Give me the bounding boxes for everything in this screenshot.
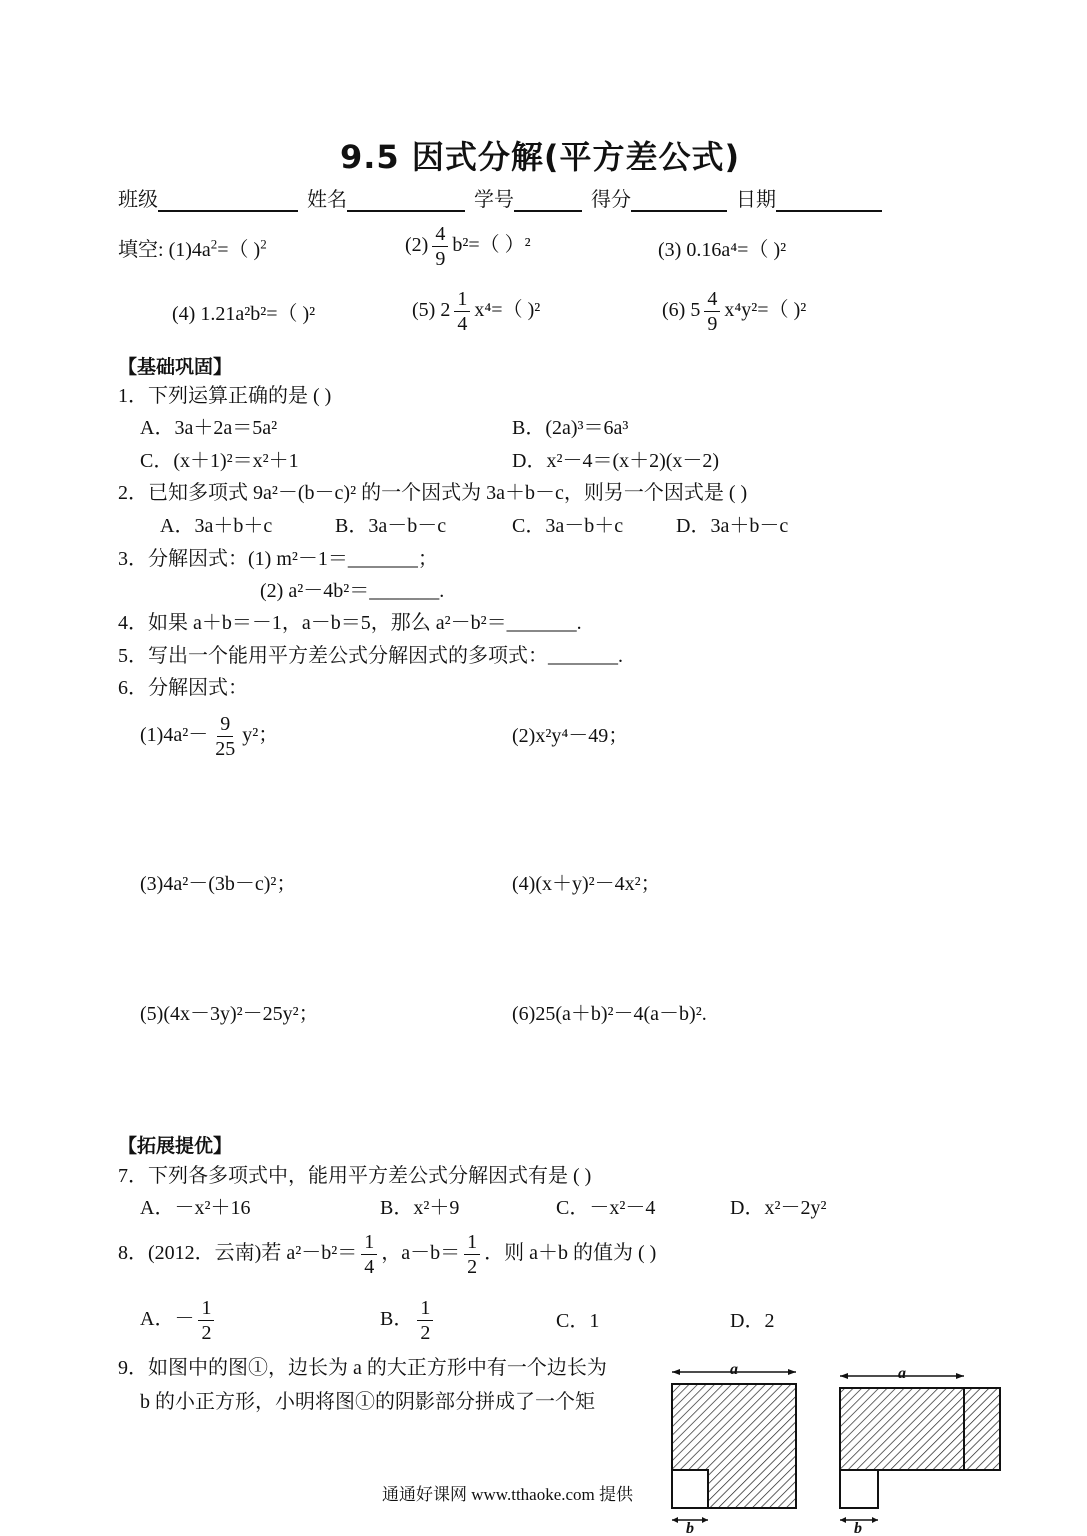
problem-1: 1．下列运算正确的是 ( )	[118, 385, 332, 407]
page-title: 9.5 因式分解(平方差公式)	[340, 138, 741, 176]
p6-item-6: (6)25(a＋b)²－4(a－b)².	[512, 1003, 707, 1025]
label-b: b	[854, 1520, 862, 1536]
id-label: 学号	[474, 189, 514, 211]
date-label: 日期	[736, 189, 776, 211]
problem-5: 5．写出一个能用平方差公式分解因式的多项式：_______.	[118, 645, 623, 667]
problem-3-line-2: (2) a²－4b²＝_______.	[260, 580, 445, 602]
fill-q3: (3) 0.16a⁴=（ )²	[658, 239, 787, 261]
p7-option-c: C．－x²－4	[556, 1197, 656, 1219]
section-basic: 【基础巩固】	[118, 356, 233, 378]
figure-2	[828, 1362, 1004, 1536]
fill-q4: (4) 1.21a²b²=（ )²	[172, 303, 316, 325]
name-label: 姓名	[307, 189, 347, 211]
p2-option-d: D．3a＋b－c	[676, 515, 789, 537]
class-label: 班级	[118, 189, 158, 211]
problem-3-line-1: 3．分解因式：(1) m²－1＝_______；	[118, 548, 438, 570]
problem-4: 4．如果 a＋b＝－1，a－b＝5，那么 a²－b²＝_______.	[118, 612, 582, 634]
rearranged-rectangle	[840, 1388, 1000, 1470]
p6-item-2: (2)x²y⁴－49；	[512, 725, 629, 747]
p1-option-d: D．x²－4＝(x＋2)(x－2)	[512, 450, 720, 472]
problem-2: 2．已知多项式 9a²－(b－c)² 的一个因式为 3a＋b－c，则另一个因式是 ( )	[118, 482, 748, 504]
name-field[interactable]	[347, 190, 465, 212]
problem-6: 6．分解因式：	[118, 677, 248, 699]
class-field[interactable]	[158, 190, 298, 212]
fill-q5: (5) 2 $\frac{1}{4}$ x⁴=（ )²	[412, 288, 541, 335]
problem-7: 7．下列各多项式中，能用平方差公式分解因式有是 ( )	[118, 1165, 592, 1187]
small-square	[840, 1470, 878, 1508]
p7-option-b: B．x²＋9	[380, 1197, 460, 1219]
label-a: a	[898, 1365, 906, 1382]
fill-row-1	[118, 238, 267, 262]
header-fields	[118, 188, 886, 212]
p8-option-b: B． $\frac{1}{2}$	[380, 1296, 437, 1345]
problem-9-line-1: 9．如图中的图①，边长为 a 的大正方形中有一个边长为	[118, 1357, 607, 1379]
p8-option-a: A．－ $\frac{1}{2}$	[140, 1296, 218, 1345]
problem-9-line-2: b 的小正方形，小明将图①的阴影部分拼成了一个矩	[140, 1391, 595, 1413]
label-a: a	[730, 1362, 738, 1378]
date-field[interactable]	[776, 190, 882, 212]
score-label: 得分	[591, 189, 631, 211]
id-field[interactable]	[514, 190, 582, 212]
p6-item-1: (1)4a²－ $\frac{9}{25}$ y²；	[140, 713, 279, 760]
footer-credit: 通通好课网 www.tthaoke.com 提供	[382, 1485, 634, 1504]
fill-q6: (6) 5 $\frac{4}{9}$ x⁴y²=（ )²	[662, 288, 807, 335]
p7-option-a: A．－x²＋16	[140, 1197, 251, 1219]
score-field[interactable]	[631, 190, 727, 212]
p2-option-c: C．3a－b＋c	[512, 515, 624, 537]
small-square	[672, 1470, 708, 1508]
p8-option-c: C．1	[556, 1310, 600, 1332]
p2-option-a: A．3a＋b＋c	[160, 515, 273, 537]
fill-q2: (2) $\frac{4}{9}$ b²=（ ）²	[405, 223, 531, 270]
p6-item-4: (4)(x＋y)²－4x²；	[512, 873, 661, 895]
label-b: b	[686, 1520, 694, 1536]
p6-item-3: (3)4a²－(3b－c)²；	[140, 873, 297, 895]
section-extension: 【拓展提优】	[118, 1135, 233, 1157]
p1-option-c: C．(x＋1)²＝x²＋1	[140, 450, 299, 472]
p2-option-b: B．3a－b－c	[335, 515, 447, 537]
p8-option-d: D．2	[730, 1310, 775, 1332]
p1-option-b: B．(2a)³＝6a³	[512, 417, 629, 439]
fill-label: 填空:	[118, 239, 164, 261]
p6-item-5: (5)(4x－3y)²－25y²；	[140, 1003, 319, 1025]
p7-option-d: D．x²－2y²	[730, 1197, 827, 1219]
p1-option-a: A．3a＋2a＝5a²	[140, 417, 278, 439]
figure-1	[660, 1362, 810, 1536]
fill-q1: $(1)4a^2=$（ )$^2$	[168, 236, 267, 261]
problem-8: 8．(2012．云南)若 a²－b²＝ $\frac{1}{4}$ ，a－b＝ $\frac{1}{2}$ ．则 a＋b 的值为 ( )	[118, 1231, 657, 1278]
